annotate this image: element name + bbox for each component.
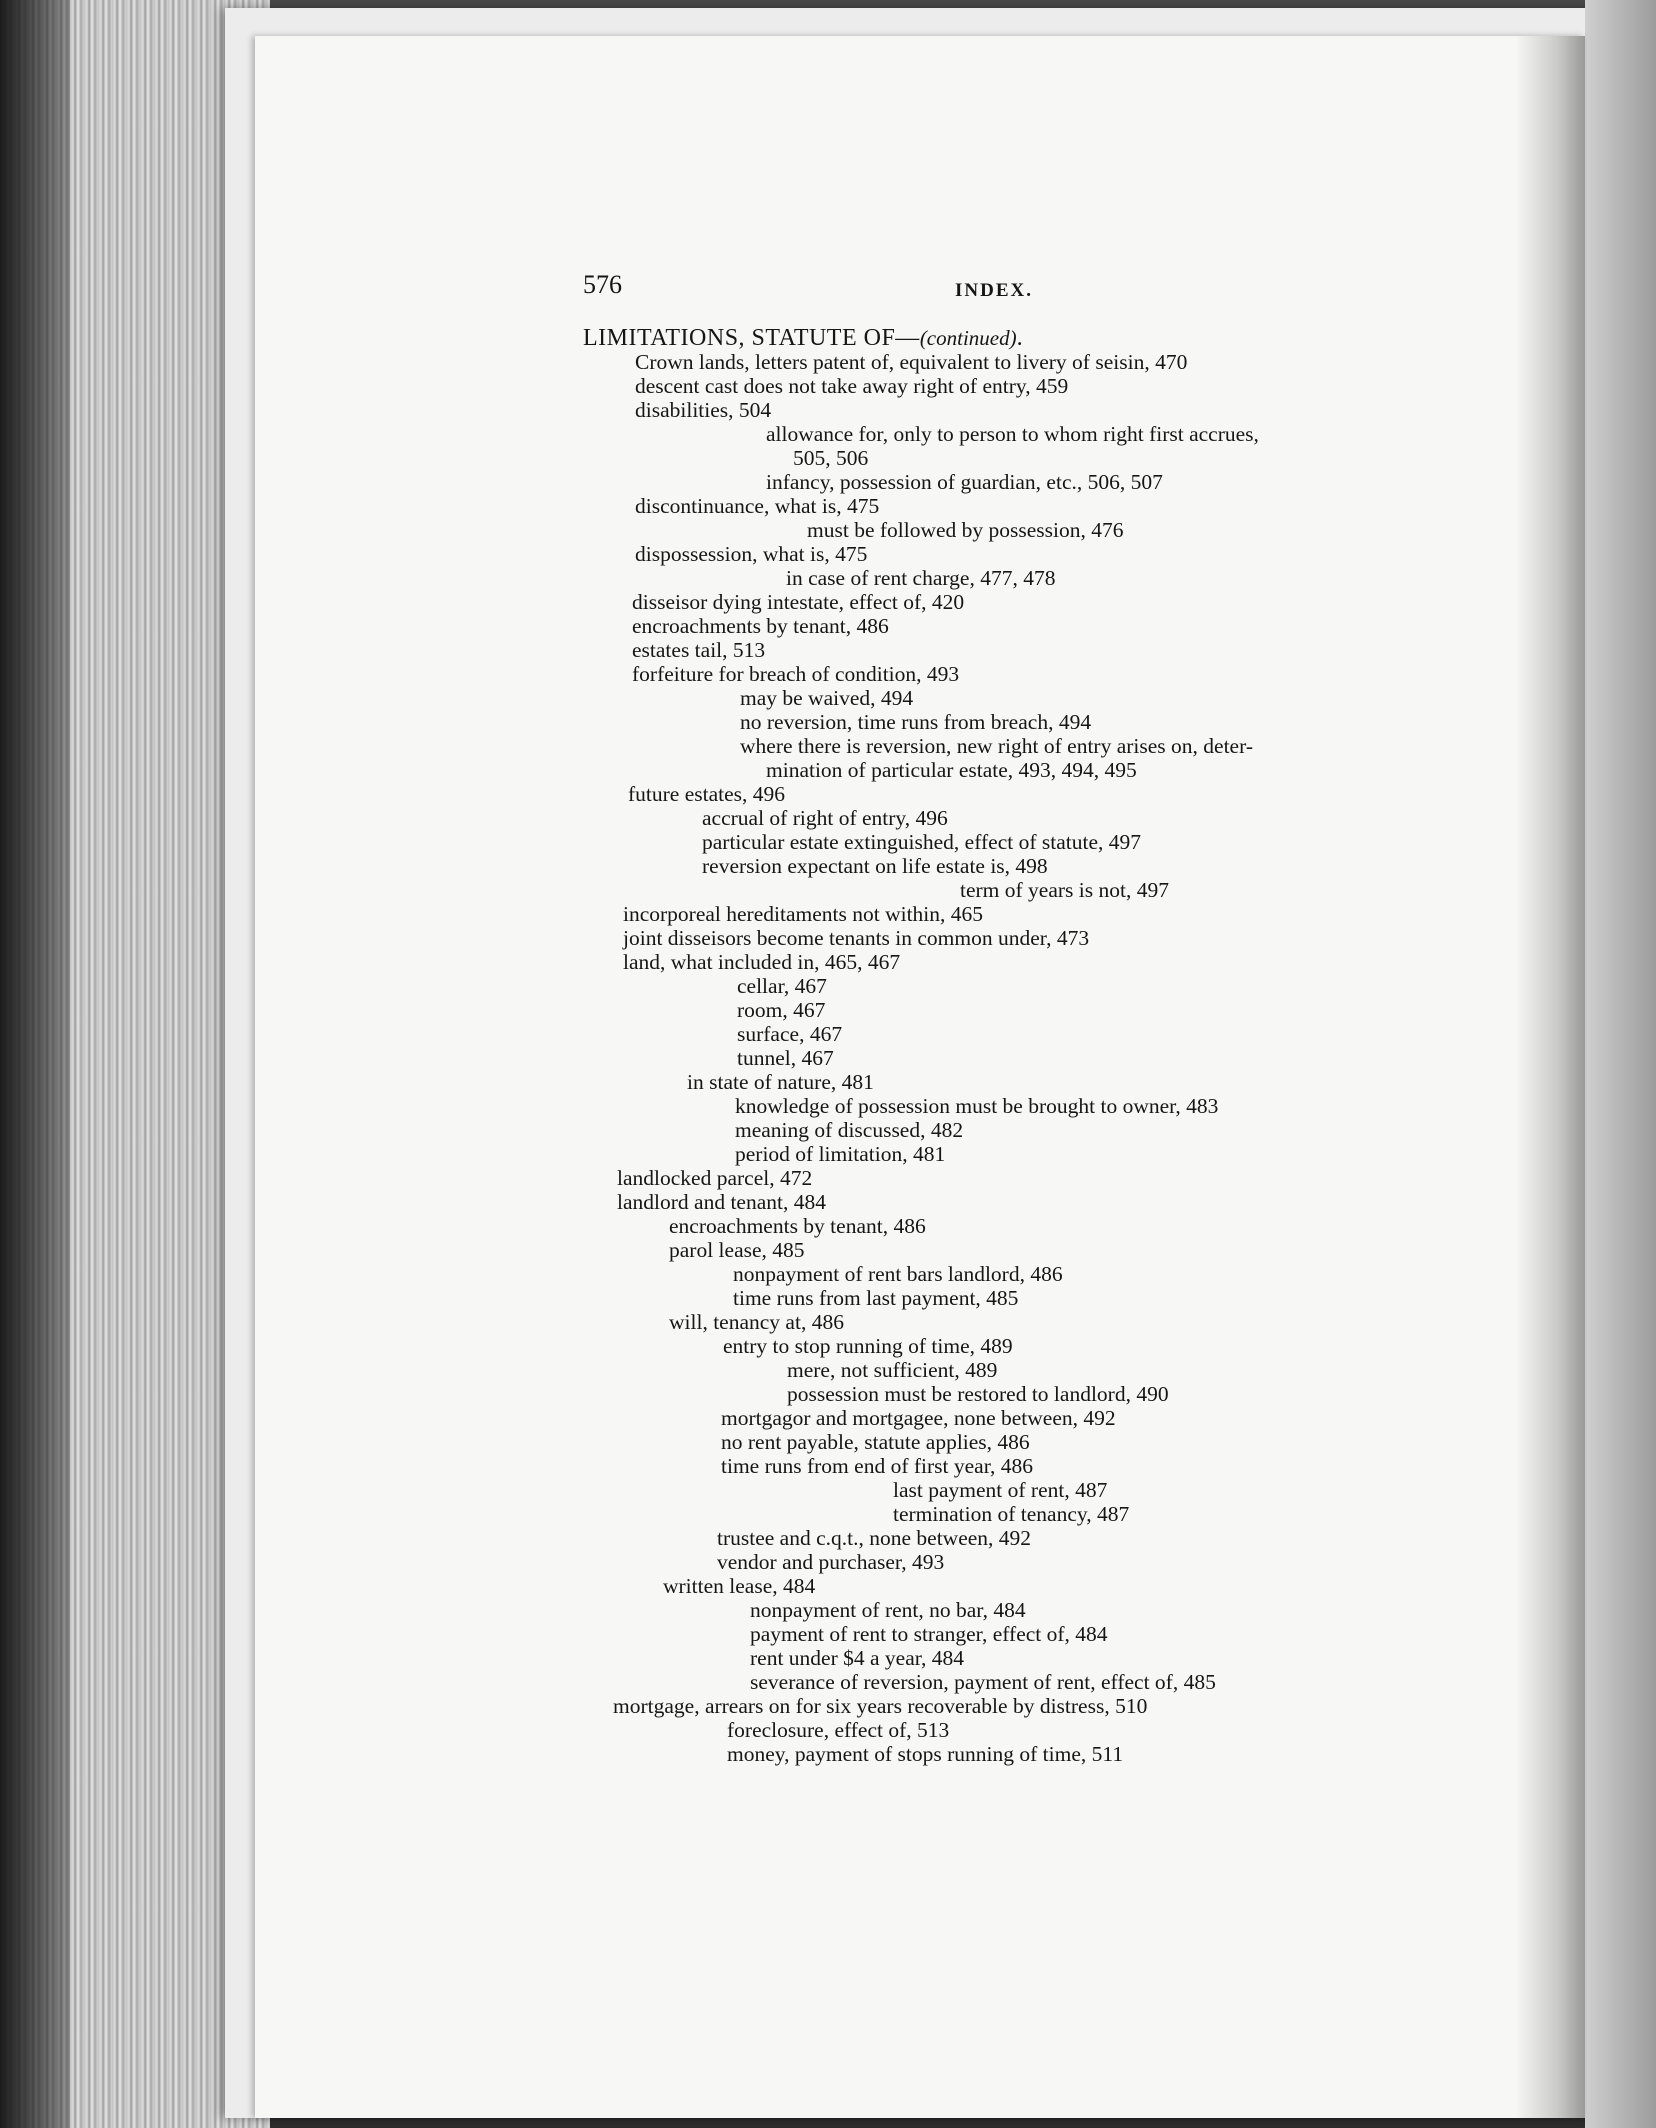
- heading-main: LIMITATIONS, STATUTE OF—: [583, 325, 920, 351]
- index-entry: trustee and c.q.t., none between, 492: [717, 1526, 1032, 1550]
- index-entry: discontinuance, what is, 475: [635, 494, 880, 518]
- index-entry: termination of tenancy, 487: [893, 1502, 1130, 1526]
- index-entry: allowance for, only to person to whom right first accrues,: [766, 422, 1259, 446]
- index-entry: estates tail, 513: [632, 638, 766, 662]
- index-entry: nonpayment of rent bars landlord, 486: [733, 1262, 1063, 1286]
- index-entry: period of limitation, 481: [735, 1142, 946, 1166]
- index-entry: time runs from end of first year, 486: [721, 1454, 1034, 1478]
- index-entry: vendor and purchaser, 493: [717, 1550, 945, 1574]
- heading-continued: (continued): [919, 326, 1017, 350]
- index-entry: reversion expectant on life estate is, 498: [702, 854, 1048, 878]
- index-entry: nonpayment of rent, no bar, 484: [750, 1598, 1026, 1622]
- index-entry: meaning of discussed, 482: [735, 1118, 964, 1142]
- index-entry: joint disseisors become tenants in common under, 473: [623, 926, 1090, 950]
- index-entry: room, 467: [737, 998, 826, 1022]
- index-entry: foreclosure, effect of, 513: [727, 1718, 950, 1742]
- index-entry: cellar, 467: [737, 974, 827, 998]
- index-entry: land, what included in, 465, 467: [623, 950, 901, 974]
- index-entry: rent under $4 a year, 484: [750, 1646, 965, 1670]
- index-entry: last payment of rent, 487: [893, 1478, 1108, 1502]
- running-head: INDEX.: [955, 280, 1033, 301]
- index-entry: Crown lands, letters patent of, equivalent to livery of seisin, 470: [635, 350, 1188, 374]
- index-entry: no reversion, time runs from breach, 494: [740, 710, 1092, 734]
- index-entry: encroachments by tenant, 486: [669, 1214, 926, 1238]
- index-entry: in state of nature, 481: [687, 1070, 874, 1094]
- index-entry: parol lease, 485: [669, 1238, 805, 1262]
- index-entry: dispossession, what is, 475: [635, 542, 868, 566]
- index-entry: possession must be restored to landlord, 490: [787, 1382, 1169, 1406]
- facing-page-strip: [1585, 0, 1656, 2128]
- index-entry: disseisor dying intestate, effect of, 420: [632, 590, 965, 614]
- index-entry: no rent payable, statute applies, 486: [721, 1430, 1030, 1454]
- index-entry: descent cast does not take away right of entry, 459: [635, 374, 1069, 398]
- index-entry: tunnel, 467: [737, 1046, 834, 1070]
- index-entry: landlord and tenant, 484: [617, 1190, 826, 1214]
- index-entry: severance of reversion, payment of rent, effect of, 485: [750, 1670, 1216, 1694]
- index-entry: incorporeal hereditaments not within, 465: [623, 902, 984, 926]
- index-text: [255, 36, 1585, 2118]
- index-page: [255, 36, 1585, 2118]
- index-entry: landlocked parcel, 472: [617, 1166, 813, 1190]
- heading-end: .: [1016, 325, 1024, 351]
- index-entry: disabilities, 504: [635, 398, 772, 422]
- index-entry: mination of particular estate, 493, 494, 495: [766, 758, 1137, 782]
- index-entry: may be waived, 494: [740, 686, 914, 710]
- index-entry: knowledge of possession must be brought to owner, 483: [735, 1094, 1219, 1118]
- index-entry: encroachments by tenant, 486: [632, 614, 889, 638]
- index-entry: will, tenancy at, 486: [669, 1310, 844, 1334]
- index-entry: payment of rent to stranger, effect of, 484: [750, 1622, 1108, 1646]
- index-entry: particular estate extinguished, effect of statute, 497: [702, 830, 1141, 854]
- index-entry: term of years is not, 497: [960, 878, 1169, 902]
- index-entry: mortgagor and mortgagee, none between, 492: [721, 1406, 1116, 1430]
- index-entry: accrual of right of entry, 496: [702, 806, 948, 830]
- index-entry: money, payment of stops running of time, 511: [727, 1742, 1124, 1766]
- index-entry: mere, not sufficient, 489: [787, 1358, 998, 1382]
- index-entry: infancy, possession of guardian, etc., 506, 507: [766, 470, 1163, 494]
- index-entry: 505, 506: [793, 446, 869, 470]
- index-entry: must be followed by possession, 476: [807, 518, 1124, 542]
- index-entry: where there is reversion, new right of entry arises on, deter-: [740, 734, 1253, 758]
- page-number: 576: [583, 270, 622, 299]
- index-entry: written lease, 484: [663, 1574, 816, 1598]
- index-entry: future estates, 496: [628, 782, 786, 806]
- index-heading: [583, 326, 1023, 350]
- index-entry: mortgage, arrears on for six years recoverable by distress, 510: [613, 1694, 1148, 1718]
- index-entry: entry to stop running of time, 489: [723, 1334, 1013, 1358]
- index-entry: forfeiture for breach of condition, 493: [632, 662, 960, 686]
- index-entry: in case of rent charge, 477, 478: [786, 566, 1056, 590]
- index-entry: time runs from last payment, 485: [733, 1286, 1019, 1310]
- index-entry: surface, 467: [737, 1022, 843, 1046]
- edge-shadow: [0, 0, 70, 2128]
